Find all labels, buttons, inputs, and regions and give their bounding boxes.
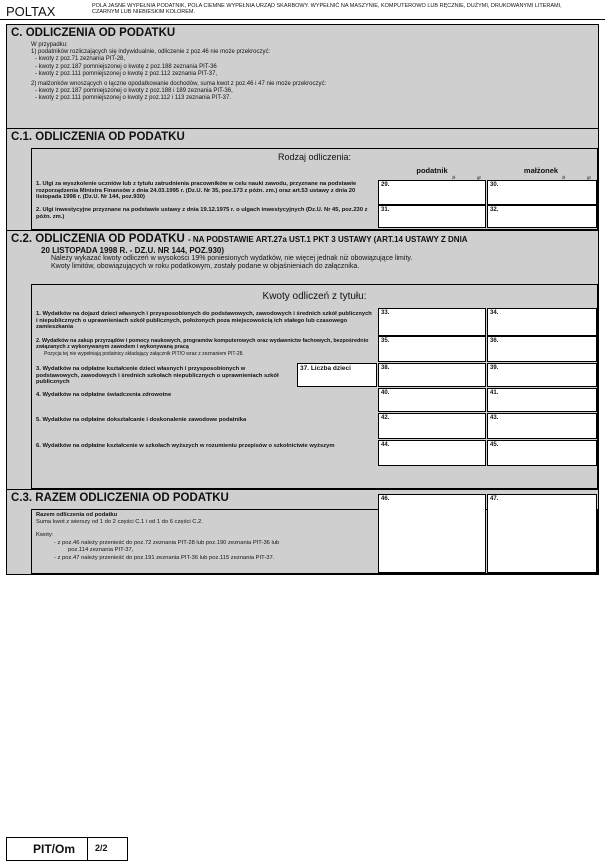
field-34-number: 34. xyxy=(490,310,499,316)
field-37-children-count[interactable] xyxy=(297,363,377,387)
page-number: 2/2 xyxy=(95,843,108,853)
section-c3-title: C.3. RAZEM ODLICZENIA OD PODATKU xyxy=(11,492,229,504)
field-31-number: 31. xyxy=(381,207,390,213)
c3-kwoty: Kwoty: xyxy=(36,532,54,538)
header-divider xyxy=(0,19,605,20)
field-44-number: 44. xyxy=(381,442,390,448)
c2-row6-label: 6. Wydatków na odpłatne kształcenie w szkołach wyższych w rozumieniu przepisów o szkolnictwie wyższym xyxy=(36,443,335,449)
unit-zl: zł xyxy=(452,175,456,180)
section-c-title: C. ODLICZENIA OD PODATKU xyxy=(11,27,176,39)
field-35[interactable] xyxy=(378,336,486,362)
c1-table-header: Rodzaj odliczenia: xyxy=(277,152,352,162)
field-47-number: 47. xyxy=(490,496,499,502)
field-46-number: 46. xyxy=(381,496,390,502)
field-41-number: 41. xyxy=(490,390,499,396)
c2-row2-note: Pozycja tej nie wypełniają podatnicy składający załącznik PIT/O wraz z zeznaniem PIT-28. xyxy=(44,351,244,357)
field-44[interactable] xyxy=(378,440,486,466)
c3-k2: - z poz.47 należy przenieść do poz.191 zeznania PIT-36 lub poz.115 zeznania PIT-37. xyxy=(54,555,275,561)
section-c2-title-main: C.2. ODLICZENIA OD PODATKU xyxy=(11,233,185,245)
field-39-number: 39. xyxy=(490,365,499,371)
c2-row5-label: 5. Wydatków na odpłatne dokształcanie i doskonalenie zawodowe podatnika xyxy=(36,417,247,423)
c1-row1-label: 1. Ulgi za wyszkolenie uczniów lub z tytułu zatrudnienia pracowników w celu nauki zawodu, przyznane na podstawie rozporządzenia Ministra Finansów z dnia 24.03.1995 r. (Dz.U. Nr 35, poz.173 z późn. zm.) oraz art.53 ustawy z dnia 20 listopada 1998 r. (Dz.U. Nr 144, poz.930) xyxy=(36,181,357,201)
c3-k1b: poz.114 zeznania PIT-37, xyxy=(68,547,134,553)
section-c-p1a: - kwoty z poz.71 zeznania PIT-28, xyxy=(35,56,126,63)
unit-zl: zł xyxy=(562,175,566,180)
unit-gr: gr xyxy=(477,175,482,180)
section-c2-title xyxy=(7,231,598,246)
c3-k1: - z poz.46 należy przenieść do poz.72 zeznania PIT-28 lub poz.190 zeznania PIT-36 lub xyxy=(54,540,280,546)
section-c-p2: 2) małżonków wnoszących o łączne opodatkowanie dochodów, suma kwot z poz.46 i 47 nie może przekroczyć: xyxy=(31,81,327,88)
form-code: PIT/Om xyxy=(33,842,76,856)
section-c2-title-sub2: 20 LISTOPADA 1998 R. - DZ.U. NR 144, POZ.930) xyxy=(41,246,225,255)
field-42-number: 42. xyxy=(381,415,390,421)
c2-row1-label: 1. Wydatków na dojazd dzieci własnych i przysposobionych do podstawowych, zawodowych i średnich szkół publicznych i niepublicznych o uprawnieniach szkół publicznych, położonych poza miejscowością ich stałego lub czasowego zamieszkania xyxy=(36,311,372,331)
field-38-number: 38. xyxy=(381,365,390,371)
section-c2-note2: Kwoty limitów, obowiązujących w roku podatkowym, zostały podane w objaśnieniach do załącznika. xyxy=(51,263,360,270)
field-43[interactable] xyxy=(487,413,597,439)
col-malzonek: małżonek xyxy=(523,166,559,175)
field-43-number: 43. xyxy=(490,415,499,421)
field-45-number: 45. xyxy=(490,442,499,448)
footer-divider xyxy=(87,838,88,860)
field-47[interactable] xyxy=(487,494,597,573)
field-39[interactable] xyxy=(487,363,597,387)
field-29-number: 29. xyxy=(381,182,390,188)
c2-row4-label: 4. Wydatków na odpłatne świadczenia zdrowotne xyxy=(36,392,172,398)
field-41[interactable] xyxy=(487,388,597,412)
section-c-p2b: - kwoty z poz.111 pomniejszonej o kwoty z poz.112 i 113 zeznania PIT-37. xyxy=(35,95,231,102)
field-42[interactable] xyxy=(378,413,486,439)
field-32[interactable] xyxy=(487,205,597,228)
c2-row2-label: 2. Wydatków na zakup przyrządów i pomocy naukowych, programów komputerowych oraz wydawnictw fachowych, bezpośrednio związanych z wykonywanym zawodem i wykonywaną pracą xyxy=(36,338,369,350)
c1-table xyxy=(31,148,598,230)
section-c-p2a: - kwoty z poz.187 pomniejszonej o kwoty z poz.188 i 189 zeznania PIT-36, xyxy=(35,88,233,95)
field-30[interactable] xyxy=(487,180,597,205)
section-c-intro: W przypadku: xyxy=(31,42,68,48)
c2-table-header: Kwoty odliczeń z tytułu: xyxy=(262,291,367,302)
c2-table xyxy=(31,284,598,489)
field-30-number: 30. xyxy=(490,182,499,188)
section-c2-note1: Należy wykazać kwoty odliczeń w wysokości 19% poniesionych wydatków, nie więcej jednak niż obowiązujące limity. xyxy=(51,255,413,262)
field-31[interactable] xyxy=(378,205,486,228)
field-35-number: 35. xyxy=(381,338,390,344)
field-33-number: 33. xyxy=(381,310,390,316)
field-36[interactable] xyxy=(487,336,597,362)
field-29[interactable] xyxy=(378,180,486,205)
unit-gr: gr xyxy=(587,175,592,180)
col-podatnik: podatnik xyxy=(416,166,448,175)
field-36-number: 36. xyxy=(490,338,499,344)
field-34[interactable] xyxy=(487,308,597,336)
section-c-p1c: - kwoty z poz.111 pomniejszonej o kwotę z poz.112 zeznania PIT-37, xyxy=(35,70,218,77)
c2-row3-label: 3. Wydatków na odpłatne kształcenie dzieci własnych i przysposobionych w podstawowych, zawodowych i średnich szkołach niepublicznych o uprawnieniach szkół publicznych xyxy=(36,366,279,386)
field-32-number: 32. xyxy=(490,207,499,213)
field-46[interactable] xyxy=(378,494,486,573)
field-37-label: 37. Liczba dzieci xyxy=(300,365,351,372)
field-45[interactable] xyxy=(487,440,597,466)
section-c2-title-sub: - NA PODSTAWIE ART.27a UST.1 PKT 3 USTAWY (ART.14 USTAWY Z DNIA xyxy=(187,235,468,244)
c1-row2-label: 2. Ulgi inwestycyjne przyznane na podstawie ustawy z dnia 19.12.1975 r. o ulgach inwestycyjnych (Dz.U. Nr 45, poz.230 z późn. zm.) xyxy=(36,207,368,220)
c3-total-desc: Suma kwot z wierszy od 1 do 2 części C.1 i od 1 do 6 części C.2. xyxy=(36,519,203,525)
section-c-p1: 1) podatników rozliczających się indywidualnie, odliczenie z poz.46 nie może przekroczyć: xyxy=(31,49,271,56)
section-c1-title: C.1. ODLICZENIA OD PODATKU xyxy=(11,131,185,143)
brand-poltax: POLTAX xyxy=(6,4,56,19)
field-40-number: 40. xyxy=(381,390,390,396)
form-footer xyxy=(6,837,128,861)
section-c xyxy=(6,24,599,129)
field-40[interactable] xyxy=(378,388,486,412)
section-c-p1b: - kwoty z poz.187 pomniejszonej o kwotę z poz.188 zeznania PIT-36 xyxy=(35,63,217,70)
field-33[interactable] xyxy=(378,308,486,336)
fill-instructions: POLA JASNE WYPEŁNIA PODATNIK, POLA CIEMNE WYPEŁNIA URZĄD SKARBOWY. WYPEŁNIĆ NA MASZYNIE, KOMPUTEROWO LUB RĘCZNIE, DUŻYMI, DRUKOWANYMI LITERAMI, CZARNYM LUB NIEBIESKIM KOLOREM. xyxy=(92,3,562,16)
c3-total-label: Razem odliczenia od podatku xyxy=(36,512,118,518)
field-38[interactable] xyxy=(378,363,486,387)
